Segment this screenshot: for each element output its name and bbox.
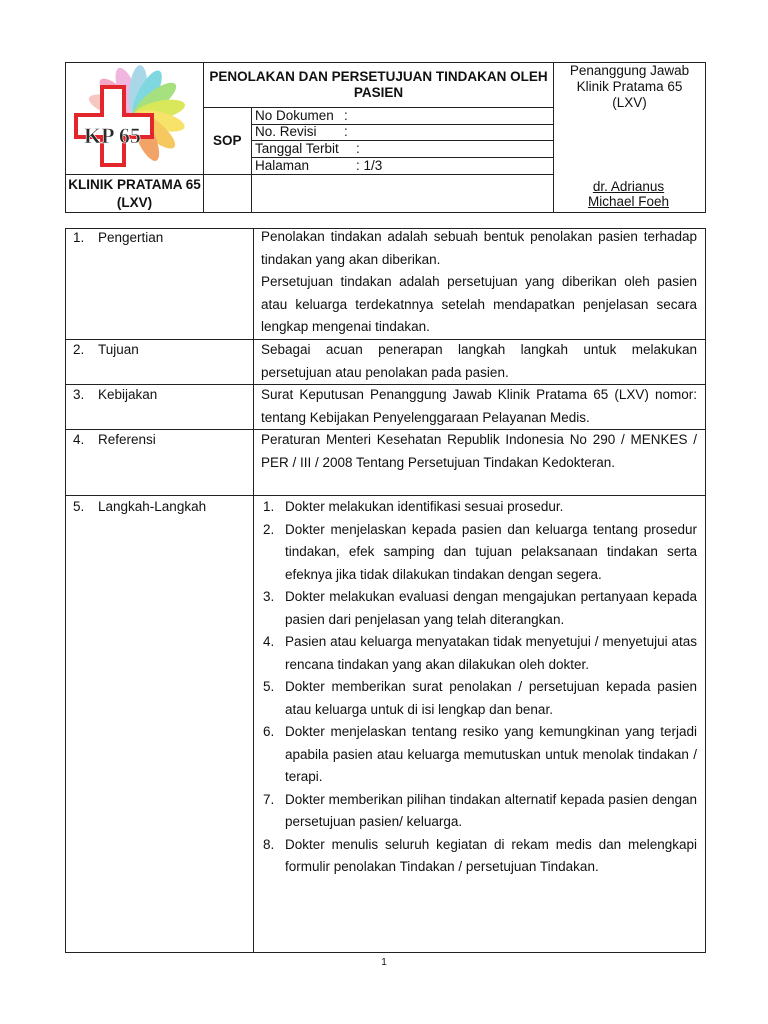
policy-paragraph: Surat Keputusan Penanggung Jawab Klinik Pratama 65 (LXV) nomor: tentang Kebijakan Penyelenggaraan Pelayanan Medis. <box>261 387 697 425</box>
list-item: 2. Dokter menjelaskan kepada pasien dan keluarga tentang prosedur tindakan, efek samping dan tujuan pelaksanaan tindakan serta efeknya jika tidak dilakukan tindakan dengan segera. <box>263 521 697 582</box>
list-item: 6. Dokter menjelaskan tentang resiko yang kemungkinan yang terjadi apabila pasien atau keluarga memutuskan untuk menolak tindakan / terapi. <box>263 724 697 784</box>
clinic-name: KLINIK PRATAMA 65 (LXV) <box>68 177 201 210</box>
field-label: Halaman <box>255 158 310 173</box>
sop-label: SOP <box>213 133 242 148</box>
responsible-title: Penanggung Jawab Klinik Pratama 65 (LXV) <box>569 63 690 110</box>
doctor-name-line1: dr. Adrianus <box>592 179 665 194</box>
list-item: 1. Dokter melakukan identifikasi sesuai prosedur. <box>263 499 564 514</box>
section-label: Langkah-Langkah <box>98 499 207 514</box>
list-item: 3. Dokter melakukan evaluasi dengan mengajukan pertanyaan kepada pasien dari penjelasan yang telah diterangkan. <box>263 589 697 627</box>
field-value: : 1/3 <box>356 158 383 173</box>
section-number: 1. <box>73 230 85 245</box>
section-label: Referensi <box>98 432 156 447</box>
document-title: PENOLAKAN DAN PERSETUJUAN TINDAKAN OLEH PASIEN <box>209 69 548 100</box>
list-item: 4. Pasien atau keluarga menyatakan tidak menyetujui / menyetujui atas rencana tindakan yang akan dilakukan oleh dokter. <box>263 634 697 672</box>
purpose-paragraph: Sebagai acuan penerapan langkah langkah untuk melakukan persetujuan atau penolakan pada pasien. <box>261 342 697 380</box>
page-number: 1 <box>381 957 387 968</box>
clinic-logo <box>74 65 194 169</box>
procedure-steps <box>261 496 697 879</box>
definition-paragraph: Persetujuan tindakan adalah persetujuan yang diberikan oleh pasien atau keluarga terdekatnnya setelah mendapatkan penjelasan secara lengkap mengenai tindakan. <box>261 274 697 334</box>
section-number: 5. <box>73 499 85 514</box>
section-label: Kebijakan <box>98 387 158 402</box>
doctor-name-line2: Michael Foeh <box>587 194 670 209</box>
svg-text:KP 65: KP 65 <box>84 123 141 148</box>
definition-paragraph: Penolakan tindakan adalah sebuah bentuk penolakan pasien terhadap tindakan yang akan diberikan. <box>261 229 697 267</box>
field-label: Tanggal Terbit <box>255 141 339 156</box>
list-item: 7. Dokter memberikan pilihan tindakan alternatif kepada pasien dengan persetujuan pasien/ keluarga. <box>263 791 697 829</box>
section-number: 4. <box>73 432 85 447</box>
section-label: Pengertian <box>98 230 164 245</box>
section-number: 3. <box>73 387 85 402</box>
section-number: 2. <box>73 342 85 357</box>
section-label: Tujuan <box>98 342 139 357</box>
field-label: No Dokumen <box>255 108 334 123</box>
field-value: : <box>356 141 360 156</box>
list-item: 5. Dokter memberikan surat penolakan / persetujuan kepada pasien atau keluarga untuk di isi lengkap dan benar. <box>263 679 697 717</box>
list-item: 8. Dokter menulis seluruh kegiatan di rekam medis dan melengkapi formulir penolakan Tindakan / persetujuan Tindakan. <box>263 836 697 874</box>
field-label: No. Revisi <box>255 124 317 139</box>
field-value: : <box>344 124 348 139</box>
field-value: : <box>344 108 348 123</box>
reference-paragraph: Peraturan Menteri Kesehatan Republik Indonesia No 290 / MENKES / PER / III / 2008 Tentang Persetujuan Tindakan Kedokteran. <box>261 432 697 470</box>
